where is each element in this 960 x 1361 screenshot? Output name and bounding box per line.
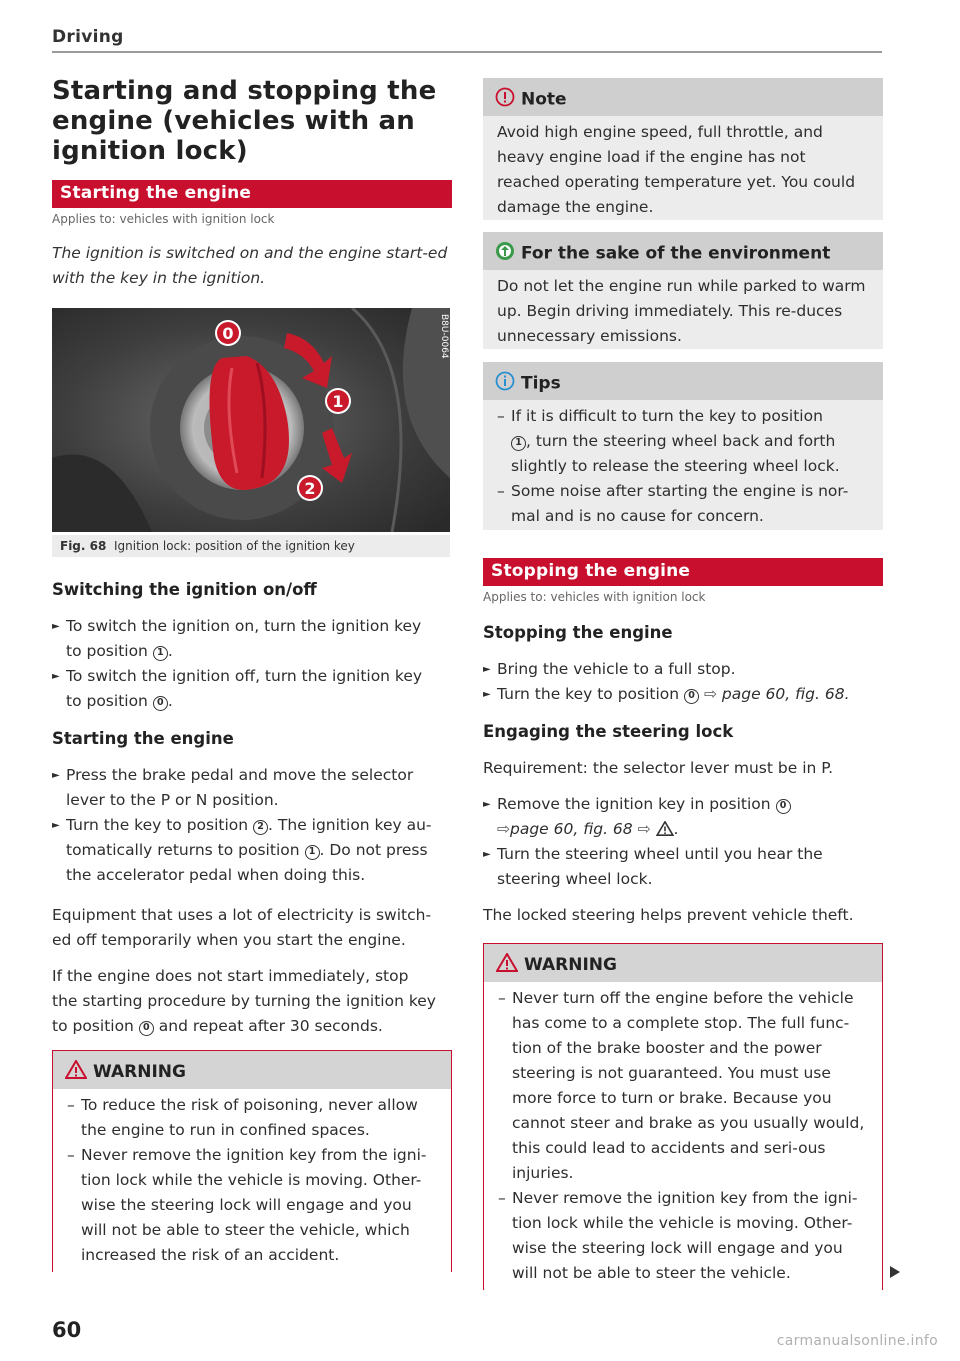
environment-box: For the sake of the environment Do not let the engine run while parked to warm up. Begin driving immediately. This re-duces unnecessary emissions.	[483, 232, 883, 349]
warning-box-left: WARNING – To reduce the risk of poisoning, never allow the engine to run in confined spaces. – Never remove the ignition key from the igni-tion lock while the vehicle is moving. Other-wise the steering lock will engage and you will not be able to steer the vehicle, which increased the risk of an accident.	[52, 1050, 452, 1272]
list-item: ► To switch the ignition on, turn the ignition key to position 1 .	[52, 617, 422, 660]
svg-text:0: 0	[222, 324, 234, 343]
list-item: ► Turn the key to position 0 ⇨ page 60, fig. 68.	[483, 685, 850, 703]
list-item: – If it is difficult to turn the key to position 1 , turn the steering wheel back and forth slightly to release the steering wheel lock.	[497, 407, 840, 475]
applies-note: Applies to: vehicles with ignition lock	[483, 590, 706, 604]
warning-triangle-icon	[65, 1060, 87, 1084]
position-marker-2	[297, 475, 323, 501]
list-item: – Never remove the ignition key from the igni-tion lock while the vehicle is moving. Other-wise the steering lock will engage and you will not be able to steer the vehicle, which increased the risk of an accident.	[67, 1146, 427, 1264]
continue-arrow-icon	[890, 1266, 900, 1278]
page-reference-link[interactable]: page 60, fig. 68.	[721, 685, 850, 703]
list-item: ► Turn the steering wheel until you hear the steering wheel lock.	[483, 845, 823, 888]
list-item: – To reduce the risk of poisoning, never allow the engine to run in confined spaces.	[67, 1096, 418, 1139]
page-reference-link[interactable]: page 60, fig. 68	[510, 820, 633, 838]
svg-text:2: 2	[304, 479, 316, 498]
watermark: carmanualsonline.info	[776, 1333, 938, 1349]
info-circle-icon	[495, 371, 515, 396]
subhead-stopping: Stopping the engine	[483, 623, 673, 642]
leaf-circle-icon	[495, 241, 515, 266]
paragraph-requirement: Requirement: the selector lever must be in P.	[483, 759, 834, 777]
list-item: ► To switch the ignition off, turn the ignition key to position 0 .	[52, 667, 423, 710]
page-title: Starting and stopping the engine (vehicles with an ignition lock)	[52, 76, 437, 166]
applies-note: Applies to: vehicles with ignition lock	[52, 212, 275, 226]
position-marker-0	[215, 320, 241, 346]
ignition-lock-illustration	[52, 308, 450, 532]
running-header: Driving	[52, 27, 124, 47]
figure-caption: Fig. 68 Ignition lock: position of the ignition key	[52, 535, 450, 557]
exclamation-circle-icon	[495, 87, 515, 112]
section-bar-starting: Starting the engine	[52, 180, 452, 208]
header-divider	[52, 51, 882, 53]
paragraph-equipment: Equipment that uses a lot of electricity is switch- ed off temporarily when you start the engine.	[52, 906, 432, 949]
svg-text:1: 1	[332, 392, 344, 411]
list-item: ► Bring the vehicle to a full stop.	[483, 660, 736, 678]
page-number: 60	[52, 1318, 82, 1342]
ignition-lock-figure	[52, 308, 450, 532]
list-item: ► Press the brake pedal and move the selector lever to the P or N position.	[52, 766, 414, 809]
tips-box: Tips – If it is difficult to turn the key to position 1 , turn the steering wheel back and forth slightly to release the steering wheel lock. – Some noise after starting the engine is nor- mal and is no cause for concern.	[483, 362, 883, 530]
subhead-switching: Switching the ignition on/off	[52, 580, 317, 599]
section-bar-stopping: Stopping the engine	[483, 558, 883, 586]
figure-code: B8U-0064	[439, 314, 449, 359]
list-item: – Never turn off the engine before the vehicle has come to a complete stop. The full func-tion of the brake booster and the power steering is not guaranteed. You must use more force to turn or brake. Because you cannot steer and brake as you usually would, this could lead to accidents and seri-ous injuries.	[498, 989, 865, 1182]
note-box: Note Avoid high engine speed, full throttle, and heavy engine load if the engine has not reached operating temperature yet. You could damage the engine.	[483, 78, 883, 220]
list-item: ► Remove the ignition key in position 0 ⇨page 60, fig. 68 ⇨ .	[483, 792, 883, 844]
list-item: – Some noise after starting the engine is nor- mal and is no cause for concern.	[497, 482, 849, 525]
warning-triangle-icon	[496, 953, 518, 977]
paragraph-theft: The locked steering helps prevent vehicle theft.	[483, 906, 854, 924]
intro-text: The ignition is switched on and the engine start-ed with the key in the ignition.	[52, 244, 448, 287]
subhead-starting: Starting the engine	[52, 729, 234, 748]
position-marker-1	[325, 388, 351, 414]
subhead-steering-lock: Engaging the steering lock	[483, 722, 734, 741]
list-item: – Never remove the ignition key from the igni-tion lock while the vehicle is moving. Other-wise the steering lock will engage and you will not be able to steer the vehicle.	[498, 1189, 858, 1282]
paragraph-no-start: If the engine does not start immediately, stop the starting procedure by turning the ignition key to position 0 and repeat after 30 seconds.	[52, 967, 436, 1035]
list-item: ► Turn the key to position 2 . The ignition key au- tomatically returns to position 1 . Do not press the accelerator pedal when doing this.	[52, 816, 432, 884]
warning-triangle-icon[interactable]	[656, 819, 674, 844]
warning-box-right: WARNING – Never turn off the engine before the vehicle has come to a complete stop. The full func-tion of the brake booster and the power steering is not guaranteed. You must use more force to turn or brake. Because you cannot steer and brake as you usually would, this could lead to accidents and seri-ous injuries. – Never remove the ignition key from the igni-tion lock while the vehicle is moving. Other-wise the steering lock will engage and you will not be able to steer the vehicle.	[483, 943, 883, 1290]
